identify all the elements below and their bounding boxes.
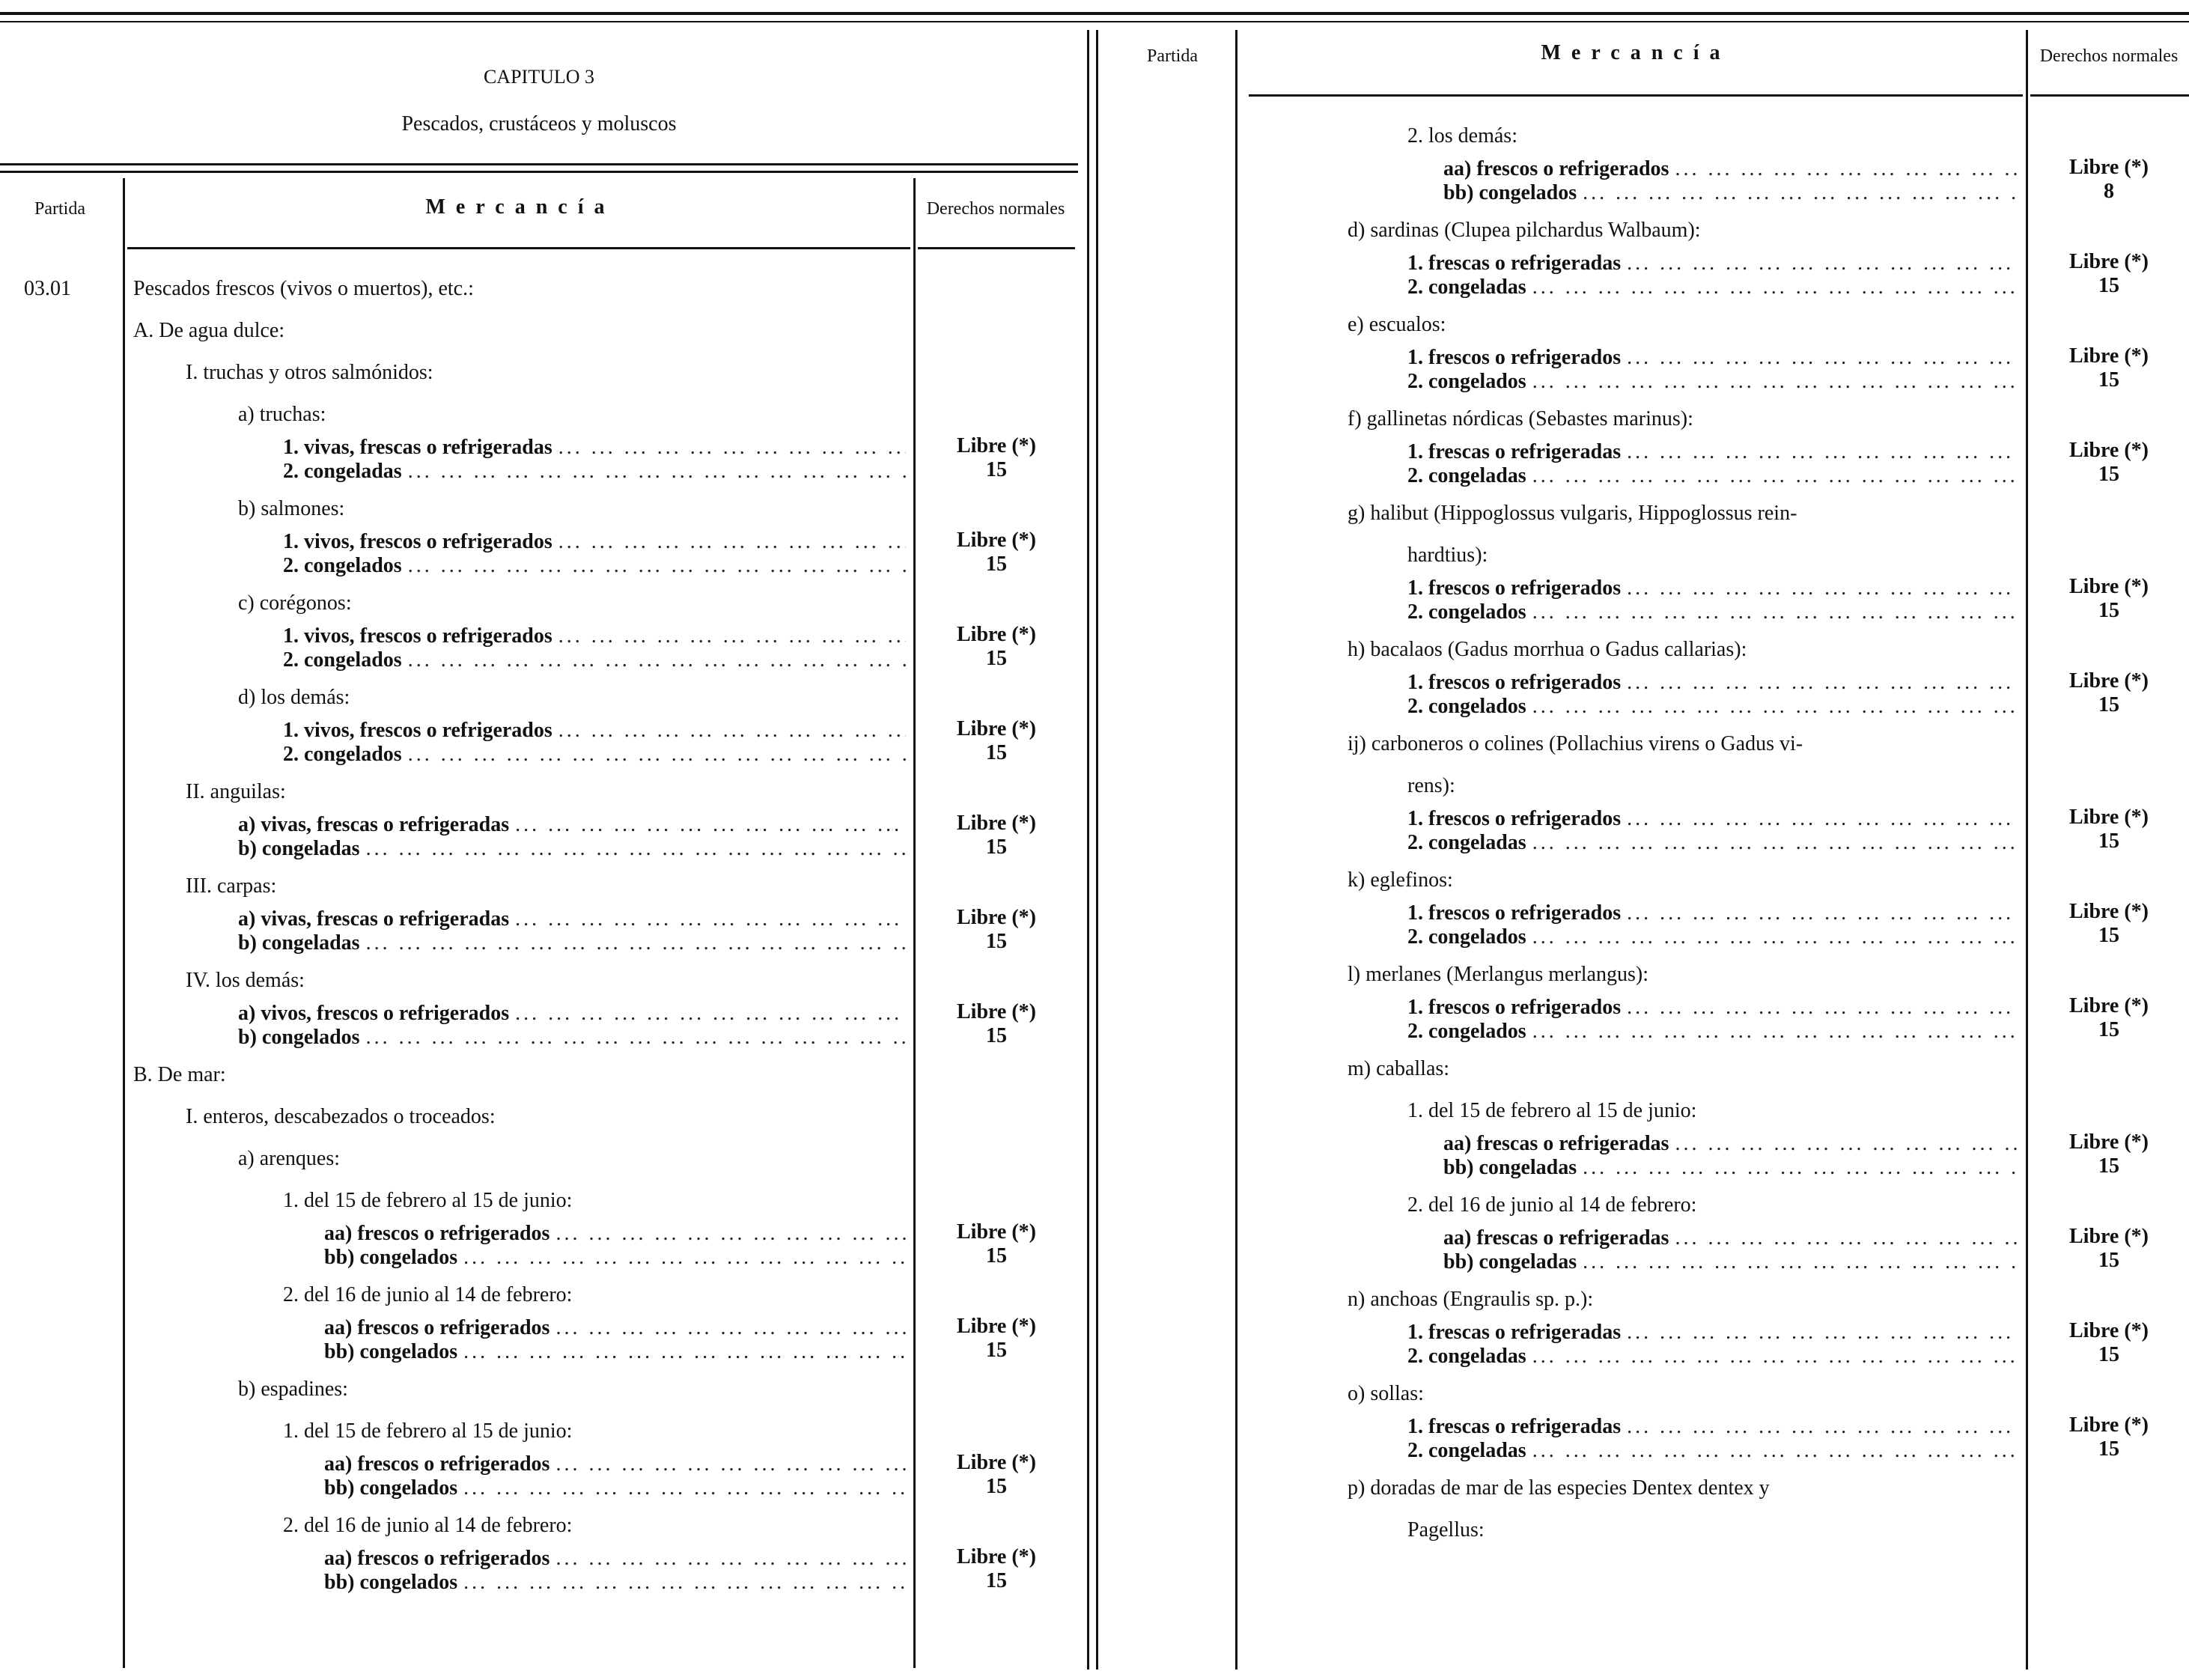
tariff-line <box>1407 276 2018 299</box>
duty-value: Libre (*) <box>2068 439 2149 462</box>
tariff-heading <box>133 1063 906 1087</box>
duty-value: 15 <box>986 1244 1007 1267</box>
tariff-heading <box>186 874 906 898</box>
leader-dots <box>555 1547 906 1571</box>
tariff-line <box>238 837 906 861</box>
tariff-line <box>324 1246 906 1270</box>
tariff-line <box>324 1316 906 1340</box>
duty-value: Libre (*) <box>956 623 1037 646</box>
middle-divider-left <box>1087 30 1089 1670</box>
tariff-text: B. De mar: <box>133 1063 226 1086</box>
tariff-heading <box>1348 407 2012 431</box>
left-header-underline-1 <box>127 247 910 249</box>
tariff-text: bb) congeladas <box>1443 1156 1577 1179</box>
tariff-line <box>1443 1250 2018 1274</box>
tariff-text: 1. vivos, frescos o refrigerados <box>283 719 552 742</box>
right-col-sep-2 <box>2026 30 2028 1670</box>
tariff-text: 1. frescos o refrigerados <box>1407 901 1622 925</box>
leader-dots <box>463 1571 906 1595</box>
leader-dots <box>1627 440 2018 464</box>
tariff-line <box>1407 440 2018 464</box>
tariff-text: aa) frescos o refrigerados <box>324 1316 550 1339</box>
tariff-heading <box>1407 544 2018 567</box>
duty-value: Libre (*) <box>956 1315 1037 1338</box>
tariff-line <box>1407 346 2018 370</box>
tariff-text: l) merlanes (Merlangus merlangus): <box>1348 963 1648 986</box>
left-header-underline-2 <box>918 247 1075 249</box>
tariff-text: d) sardinas (Clupea pilchardus Walbaum): <box>1348 219 1701 242</box>
tariff-line <box>1407 252 2018 276</box>
leader-dots <box>408 743 906 767</box>
leader-dots <box>1532 1345 2018 1369</box>
duty-value: 15 <box>986 553 1007 576</box>
tariff-text: o) sollas: <box>1348 1382 1424 1405</box>
duty-value: 15 <box>2098 599 2119 622</box>
leader-dots <box>1583 181 2018 205</box>
duty-value: Libre (*) <box>2068 250 2149 273</box>
duty-value: 15 <box>986 647 1007 670</box>
tariff-heading <box>186 780 906 804</box>
tariff-line <box>283 719 906 743</box>
tariff-line <box>283 530 906 554</box>
leader-dots <box>1583 1250 2018 1274</box>
tariff-heading <box>133 277 906 301</box>
leader-dots <box>1675 157 2018 181</box>
tariff-heading <box>133 319 906 343</box>
tariff-text: 1. frescos o refrigerados <box>1407 996 1622 1019</box>
leader-dots <box>1532 464 2018 488</box>
tariff-text: 2. congeladas <box>1407 276 1526 299</box>
duty-value: Libre (*) <box>2068 669 2149 693</box>
duty-value: Libre (*) <box>2068 806 2149 829</box>
duty-value: 15 <box>986 1024 1007 1047</box>
tariff-text: 2. del 16 de junio al 14 de febrero: <box>283 1283 573 1306</box>
tariff-text: 1. frescas o refrigeradas <box>1407 1415 1622 1438</box>
left-col-sep-2 <box>913 178 916 1668</box>
top-rule-thin <box>0 21 2189 22</box>
tariff-line <box>238 907 906 931</box>
tariff-line <box>1443 1132 2018 1156</box>
duty-value: 15 <box>986 836 1007 859</box>
tariff-line <box>324 1340 906 1364</box>
tariff-heading <box>238 686 906 710</box>
leader-dots <box>1627 576 2018 600</box>
duty-value: Libre (*) <box>956 1000 1037 1023</box>
tariff-line <box>1407 464 2018 488</box>
leader-dots <box>1627 671 2018 695</box>
tariff-line <box>1407 831 2018 855</box>
tariff-text: aa) frescos o refrigerados <box>1443 157 1669 180</box>
duty-value: 15 <box>2098 693 2119 716</box>
tariff-line <box>1407 901 2018 925</box>
tariff-text: hardtius): <box>1407 544 1488 567</box>
duty-value: Libre (*) <box>2068 994 2149 1017</box>
tariff-line <box>324 1452 906 1476</box>
duty-value: 15 <box>2098 274 2119 297</box>
tariff-heading <box>1348 638 2012 662</box>
tariff-text: bb) congelados <box>324 1476 458 1500</box>
tariff-heading <box>1407 774 2018 798</box>
tariff-text: bb) congelados <box>324 1246 458 1269</box>
tariff-heading <box>1407 1099 2018 1123</box>
tariff-heading <box>1348 1288 2012 1312</box>
duty-value: Libre (*) <box>956 434 1037 457</box>
tariff-text: e) escualos: <box>1348 313 1446 336</box>
tariff-text: 1. frescos o refrigerados <box>1407 576 1622 600</box>
duty-value: 15 <box>986 741 1007 764</box>
tariff-text: b) congelados <box>238 1026 360 1049</box>
duty-value: Libre (*) <box>2068 900 2149 923</box>
leader-dots <box>463 1340 906 1364</box>
tariff-text: k) eglefinos: <box>1348 868 1453 892</box>
tariff-heading <box>1348 502 2012 526</box>
tariff-text: 2. congelados <box>283 554 402 577</box>
duty-value: 15 <box>986 930 1007 953</box>
tariff-text: aa) frescos o refrigerados <box>324 1222 550 1245</box>
leader-dots <box>1675 1132 2018 1156</box>
tariff-heading <box>1348 1057 2012 1081</box>
tariff-heading <box>238 591 906 615</box>
duty-value: Libre (*) <box>956 1220 1037 1244</box>
tariff-line <box>1443 181 2018 205</box>
tariff-text: h) bacalaos (Gadus morrhua o Gadus callarias): <box>1348 638 1747 661</box>
duty-value: Libre (*) <box>2068 575 2149 598</box>
tariff-line <box>1407 671 2018 695</box>
tariff-line <box>1407 925 2018 949</box>
tariff-heading <box>283 1514 906 1538</box>
left-header-partida: Partida <box>34 199 85 219</box>
duty-value: Libre (*) <box>2068 1319 2149 1342</box>
duty-value: 15 <box>2098 463 2119 486</box>
tariff-heading <box>1348 1476 2012 1500</box>
duty-value: Libre (*) <box>2068 344 2149 368</box>
tariff-text: b) salmones: <box>238 497 345 520</box>
tariff-line <box>238 931 906 955</box>
tariff-line <box>238 1002 906 1026</box>
leader-dots <box>555 1222 906 1246</box>
leader-dots <box>1532 925 2018 949</box>
tariff-text: 2. congelados <box>1407 370 1526 393</box>
tariff-text: 2. congelados <box>1407 600 1526 624</box>
tariff-line <box>1407 370 2018 394</box>
leader-dots <box>1627 252 2018 276</box>
right-header-underline-1 <box>1249 94 2023 97</box>
leader-dots <box>366 931 906 955</box>
tariff-text: a) arenques: <box>238 1147 341 1170</box>
tariff-text: a) truchas: <box>238 403 326 426</box>
tariff-line <box>1407 576 2018 600</box>
tariff-text: 1. vivos, frescos o refrigerados <box>283 530 552 553</box>
duty-value: Libre (*) <box>956 1451 1037 1474</box>
top-rule <box>0 12 2189 15</box>
leader-dots <box>515 907 906 931</box>
tariff-heading <box>1407 1518 2018 1542</box>
tariff-line <box>1407 1415 2018 1439</box>
tariff-text: g) halibut (Hippoglossus vulgaris, Hippoglossus rein- <box>1348 502 1797 525</box>
tariff-heading <box>238 497 906 521</box>
tariff-heading <box>186 969 906 993</box>
tariff-line <box>1407 996 2018 1020</box>
tariff-text: Pagellus: <box>1407 1518 1485 1541</box>
tariff-line <box>324 1222 906 1246</box>
tariff-text: c) corégonos: <box>238 591 352 615</box>
leader-dots <box>1675 1226 2018 1250</box>
middle-divider-right <box>1096 30 1098 1670</box>
leader-dots <box>558 624 906 648</box>
tariff-heading <box>238 1147 906 1171</box>
duty-value: Libre (*) <box>956 812 1037 835</box>
leader-dots <box>463 1476 906 1500</box>
tariff-text: IV. los demás: <box>186 969 305 992</box>
tariff-line <box>283 436 906 460</box>
duty-value: 15 <box>2098 830 2119 853</box>
tariff-text: bb) congelados <box>324 1571 458 1594</box>
tariff-line <box>238 813 906 837</box>
tariff-text: 1. frescos o refrigerados <box>1407 671 1622 694</box>
leader-dots <box>1532 370 2018 394</box>
right-header-underline-2 <box>2030 94 2189 97</box>
leader-dots <box>463 1246 906 1270</box>
leader-dots <box>1627 1415 2018 1439</box>
tariff-text: 1. vivos, frescos o refrigerados <box>283 624 552 648</box>
leader-dots <box>1532 1020 2018 1044</box>
tariff-text: aa) frescos o refrigerados <box>324 1547 550 1570</box>
tariff-heading <box>1348 963 2012 987</box>
tariff-heading <box>238 403 906 427</box>
tariff-text: 1. frescos o refrigerados <box>1407 807 1622 830</box>
partida-code: 03.01 <box>24 277 71 300</box>
tariff-heading <box>1348 313 2012 337</box>
tariff-line <box>1407 1321 2018 1345</box>
tariff-text: a) vivos, frescos o refrigerados <box>238 1002 510 1025</box>
tariff-text: 2. los demás: <box>1407 124 1517 147</box>
tariff-text: p) doradas de mar de las especies Dentex dentex y <box>1348 1476 1770 1500</box>
left-header-derechos: Derechos normales <box>926 199 1065 219</box>
duty-value: Libre (*) <box>956 1545 1037 1568</box>
tariff-heading <box>283 1189 906 1213</box>
tariff-text: Pescados frescos (vivos o muertos), etc.: <box>133 277 474 300</box>
leader-dots <box>558 719 906 743</box>
duty-value: 15 <box>986 458 1007 481</box>
leader-dots <box>555 1452 906 1476</box>
leader-dots <box>1627 807 2018 831</box>
right-header-mercancia: Mercancía <box>1541 41 1731 64</box>
leader-dots <box>1532 695 2018 719</box>
tariff-line <box>1407 695 2018 719</box>
leader-dots <box>1583 1156 2018 1180</box>
chapter-subtitle: Pescados, crustáceos y moluscos <box>401 112 677 136</box>
chapter-title: CAPITULO 3 <box>483 66 595 88</box>
tariff-line <box>1407 600 2018 624</box>
tariff-line <box>324 1571 906 1595</box>
tariff-text: 2. congelados <box>283 743 402 766</box>
duty-value: 15 <box>2098 368 2119 392</box>
tariff-text: a) vivas, frescas o refrigeradas <box>238 907 510 931</box>
tariff-text: 2. del 16 de junio al 14 de febrero: <box>283 1514 573 1537</box>
tariff-heading <box>186 1105 906 1129</box>
tariff-text: 2. congelados <box>1407 925 1526 949</box>
tariff-text: bb) congeladas <box>1443 1250 1577 1273</box>
leader-dots <box>366 837 906 861</box>
tariff-line <box>1407 1439 2018 1463</box>
tariff-text: 2. del 16 de junio al 14 de febrero: <box>1407 1193 1697 1217</box>
right-col-sep-1 <box>1235 30 1237 1670</box>
duty-value: 15 <box>2098 1154 2119 1178</box>
tariff-text: aa) frescas o refrigeradas <box>1443 1132 1669 1155</box>
tariff-text: 1. frescos o refrigerados <box>1407 346 1622 369</box>
leader-dots <box>1532 831 2018 855</box>
tariff-heading <box>1348 219 2012 243</box>
tariff-text: II. anguilas: <box>186 780 286 803</box>
leader-dots <box>1532 600 2018 624</box>
tariff-heading <box>283 1283 906 1307</box>
tariff-text: a) vivas, frescas o refrigeradas <box>238 813 510 836</box>
right-header-derechos: Derechos normales <box>2039 46 2179 66</box>
tariff-text: 2. congeladas <box>1407 831 1526 854</box>
tariff-line <box>1407 807 2018 831</box>
duty-value: 15 <box>2098 1437 2119 1461</box>
duty-value: 15 <box>986 1339 1007 1362</box>
leader-dots <box>515 1002 906 1026</box>
tariff-text: 1. del 15 de febrero al 15 de junio: <box>1407 1099 1697 1122</box>
tariff-text: aa) frescos o refrigerados <box>324 1452 550 1476</box>
tariff-text: ij) carboneros o colines (Pollachius virens o Gadus vi- <box>1348 732 1803 755</box>
tariff-text: I. enteros, descabezados o troceados: <box>186 1105 496 1128</box>
tariff-line <box>324 1547 906 1571</box>
duty-value: 8 <box>2104 180 2114 203</box>
tariff-line <box>324 1476 906 1500</box>
leader-dots <box>1627 346 2018 370</box>
tariff-text: aa) frescas o refrigeradas <box>1443 1226 1669 1250</box>
leader-dots <box>555 1316 906 1340</box>
tariff-heading <box>1348 1382 2012 1406</box>
tariff-line <box>283 648 906 672</box>
tariff-text: f) gallinetas nórdicas (Sebastes marinus): <box>1348 407 1693 430</box>
tariff-heading <box>1407 1193 2018 1217</box>
tariff-line <box>1407 1345 2018 1369</box>
tariff-text: 1. frescas o refrigeradas <box>1407 252 1622 275</box>
tariff-text: bb) congelados <box>1443 181 1577 204</box>
tariff-text: 1. frescas o refrigeradas <box>1407 440 1622 463</box>
tariff-text: 2. congelados <box>1407 695 1526 718</box>
leader-dots <box>1532 1439 2018 1463</box>
leader-dots <box>1627 901 2018 925</box>
leader-dots <box>558 436 906 460</box>
leader-dots <box>1627 1321 2018 1345</box>
tariff-text: b) congeladas <box>238 837 360 860</box>
leader-dots <box>1532 276 2018 299</box>
duty-value: 15 <box>2098 924 2119 947</box>
tariff-text: 1. frescas o refrigeradas <box>1407 1321 1622 1344</box>
tariff-heading <box>238 1378 906 1401</box>
leader-dots <box>408 554 906 578</box>
tariff-text: 2. congeladas <box>283 460 402 483</box>
tariff-text: A. De agua dulce: <box>133 319 285 342</box>
duty-value: Libre (*) <box>2068 156 2149 179</box>
tariff-text: 2. congeladas <box>1407 1439 1526 1462</box>
tariff-text: n) anchoas (Engraulis sp. p.): <box>1348 1288 1594 1311</box>
tariff-heading <box>186 361 906 385</box>
tariff-line <box>283 624 906 648</box>
tariff-heading <box>283 1419 906 1443</box>
tariff-line <box>1443 1226 2018 1250</box>
duty-value: 15 <box>986 1475 1007 1498</box>
left-header-mercancia: Mercancía <box>425 195 615 219</box>
tariff-line <box>238 1026 906 1050</box>
tariff-text: d) los demás: <box>238 686 350 709</box>
leader-dots <box>408 648 906 672</box>
duty-value: 15 <box>2098 1343 2119 1366</box>
duty-value: Libre (*) <box>956 906 1037 929</box>
left-header-rule-1 <box>0 163 1078 165</box>
tariff-line <box>283 554 906 578</box>
tariff-text: 2. congeladas <box>1407 464 1526 487</box>
tariff-text: 1. vivas, frescas o refrigeradas <box>283 436 552 459</box>
tariff-text: b) espadines: <box>238 1378 348 1401</box>
tariff-text: III. carpas: <box>186 874 277 898</box>
duty-value: 15 <box>2098 1018 2119 1041</box>
tariff-text: 1. del 15 de febrero al 15 de junio: <box>283 1419 573 1443</box>
tariff-text: 2. congelados <box>1407 1020 1526 1043</box>
tariff-text: rens): <box>1407 774 1455 797</box>
leader-dots <box>558 530 906 554</box>
left-col-sep-1 <box>123 178 125 1668</box>
leader-dots <box>1627 996 2018 1020</box>
tariff-text: b) congeladas <box>238 931 360 955</box>
duty-value: Libre (*) <box>2068 1225 2149 1248</box>
tariff-text: m) caballas: <box>1348 1057 1450 1080</box>
tariff-line <box>283 743 906 767</box>
tariff-text: bb) congelados <box>324 1340 458 1363</box>
duty-value: 15 <box>2098 1249 2119 1272</box>
duty-value: 15 <box>986 1569 1007 1592</box>
left-header-rule-2 <box>0 171 1078 173</box>
tariff-text: 1. del 15 de febrero al 15 de junio: <box>283 1189 573 1212</box>
leader-dots <box>515 813 906 837</box>
duty-value: Libre (*) <box>2068 1130 2149 1154</box>
tariff-heading <box>1348 868 2012 892</box>
tariff-heading <box>1348 732 2012 756</box>
tariff-line <box>1407 1020 2018 1044</box>
leader-dots <box>366 1026 906 1050</box>
tariff-line <box>283 460 906 484</box>
tariff-text: I. truchas y otros salmónidos: <box>186 361 433 384</box>
duty-value: Libre (*) <box>956 529 1037 552</box>
tariff-text: 2. congelados <box>283 648 402 672</box>
leader-dots <box>408 460 906 484</box>
duty-value: Libre (*) <box>2068 1413 2149 1437</box>
right-header-partida: Partida <box>1147 46 1198 66</box>
tariff-heading <box>1407 124 2018 148</box>
tariff-line <box>1443 1156 2018 1180</box>
duty-value: Libre (*) <box>956 717 1037 740</box>
tariff-line <box>1443 157 2018 181</box>
tariff-text: 2. congeladas <box>1407 1345 1526 1368</box>
